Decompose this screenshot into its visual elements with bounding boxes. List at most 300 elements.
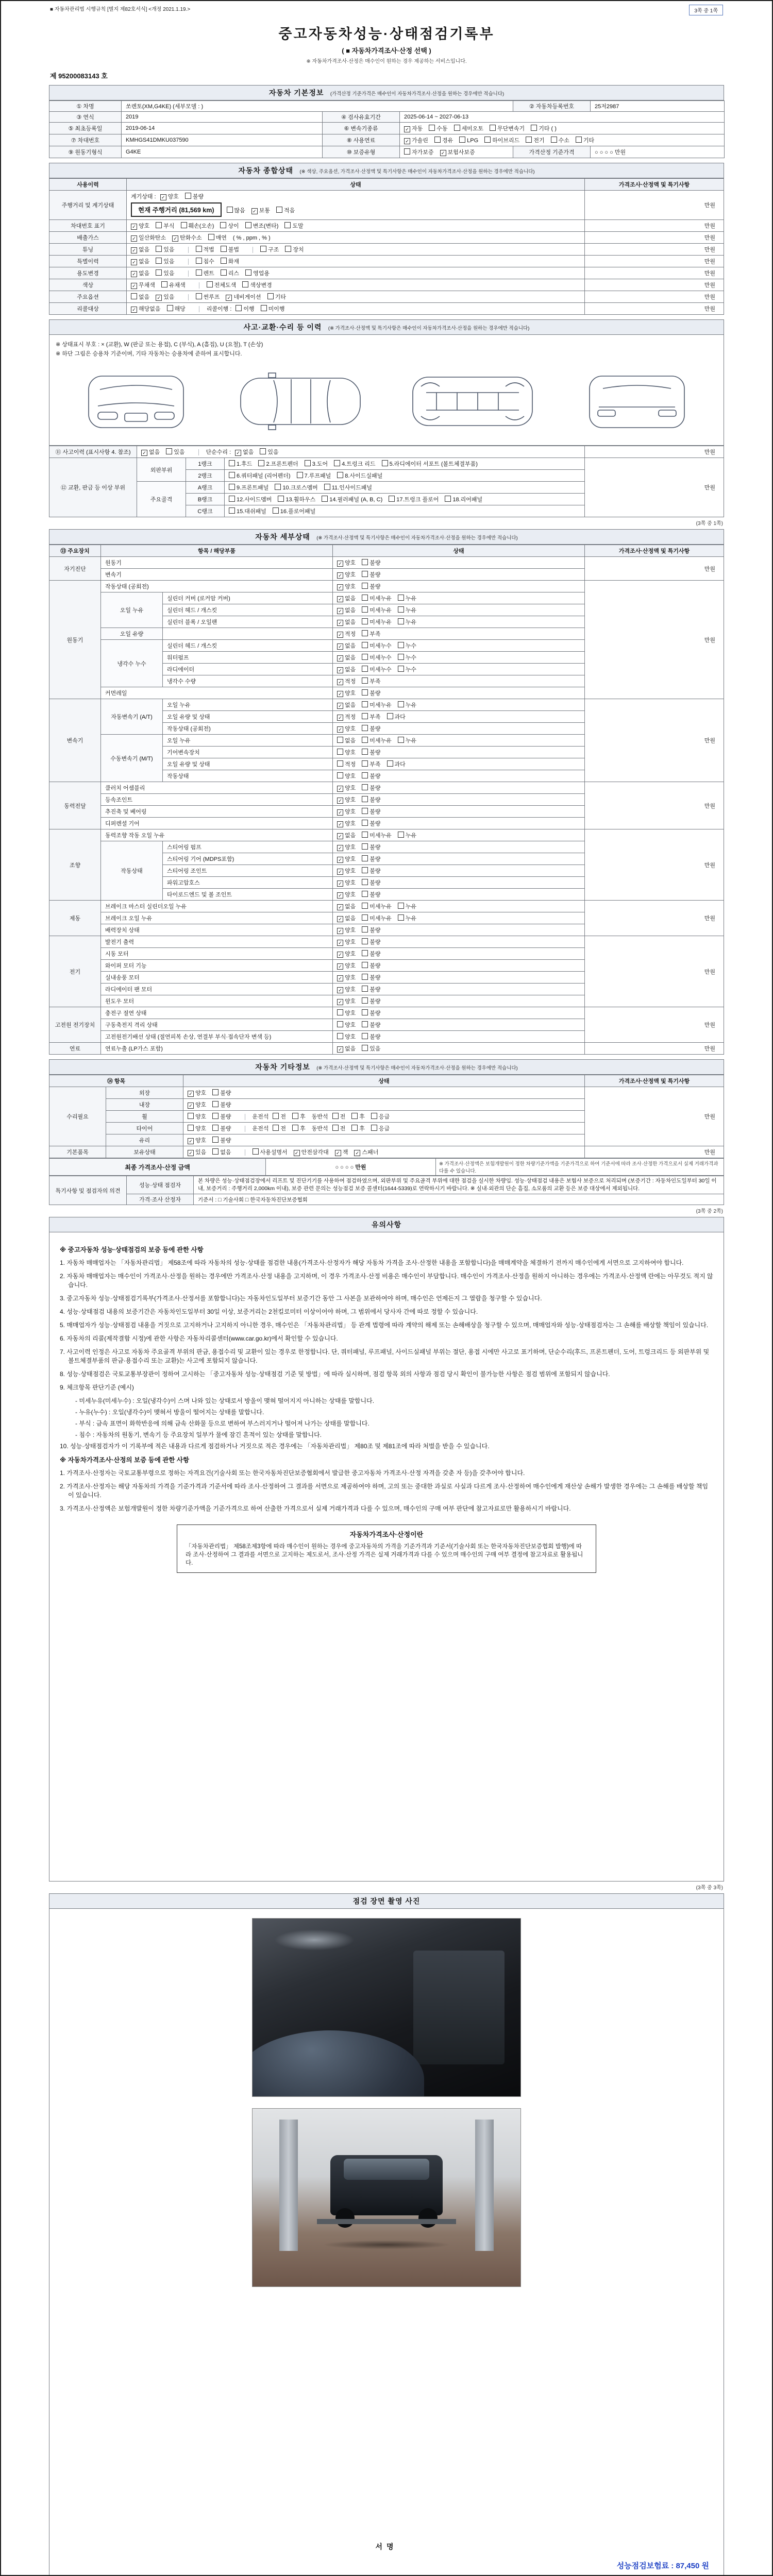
checkbox-box-icon[interactable] (398, 595, 404, 601)
checkbox-box-icon[interactable] (351, 1113, 358, 1119)
checkbox-box-icon[interactable] (362, 855, 368, 861)
checkbox[interactable] (362, 938, 380, 946)
checkbox[interactable] (261, 304, 285, 313)
checkbox-box-icon[interactable] (337, 760, 343, 767)
checkbox-box-icon[interactable] (229, 507, 235, 514)
checkbox[interactable] (337, 1021, 356, 1029)
checkbox-box-icon[interactable] (236, 305, 242, 311)
checkbox-box-icon[interactable] (229, 460, 235, 466)
checkbox-box-icon[interactable] (212, 1113, 219, 1119)
checkbox-box-icon[interactable]: ✓ (131, 307, 137, 313)
checkbox[interactable] (337, 618, 356, 626)
checkbox[interactable] (398, 736, 416, 744)
checkbox[interactable] (305, 460, 328, 468)
checkbox-box-icon[interactable] (332, 1125, 339, 1131)
checkbox-box-icon[interactable] (362, 808, 368, 814)
checkbox-box-icon[interactable] (398, 606, 404, 613)
checkbox-box-icon[interactable] (362, 1021, 368, 1027)
checkbox[interactable] (398, 665, 416, 673)
checkbox-box-icon[interactable] (362, 974, 368, 980)
checkbox[interactable] (242, 281, 272, 289)
checkbox[interactable] (551, 136, 569, 144)
checkbox[interactable] (196, 269, 214, 277)
checkbox[interactable] (196, 245, 214, 253)
checkbox[interactable] (337, 950, 356, 958)
checkbox[interactable] (362, 677, 380, 685)
checkbox-box-icon[interactable] (208, 234, 214, 240)
checkbox[interactable] (276, 206, 295, 214)
checkbox[interactable] (362, 973, 380, 981)
checkbox-box-icon[interactable]: ✓ (337, 892, 343, 899)
checkbox[interactable] (335, 1148, 348, 1156)
checkbox-box-icon[interactable] (267, 293, 274, 299)
checkbox[interactable] (208, 233, 227, 242)
checkbox[interactable] (337, 843, 356, 851)
checkbox-box-icon[interactable] (284, 222, 291, 228)
checkbox[interactable] (131, 304, 161, 313)
checkbox[interactable] (337, 807, 356, 816)
checkbox-box-icon[interactable] (398, 701, 404, 707)
checkbox[interactable] (337, 677, 356, 685)
checkbox[interactable] (398, 902, 416, 910)
checkbox[interactable] (131, 245, 149, 253)
checkbox-box-icon[interactable] (398, 618, 404, 624)
checkbox[interactable] (267, 293, 286, 301)
checkbox[interactable] (362, 843, 380, 851)
checkbox-box-icon[interactable] (387, 760, 393, 767)
checkbox-box-icon[interactable] (196, 258, 202, 264)
checkbox-box-icon[interactable] (362, 903, 368, 909)
checkbox[interactable] (362, 961, 380, 970)
checkbox-box-icon[interactable] (156, 246, 162, 252)
checkbox-box-icon[interactable]: ✓ (337, 857, 343, 863)
checkbox-box-icon[interactable]: ✓ (337, 667, 343, 673)
checkbox-box-icon[interactable] (362, 737, 368, 743)
checkbox-box-icon[interactable] (362, 725, 368, 731)
checkbox-box-icon[interactable] (351, 1125, 358, 1131)
checkbox[interactable] (156, 222, 174, 230)
checkbox-box-icon[interactable]: ✓ (335, 1150, 341, 1156)
checkbox[interactable] (337, 736, 356, 744)
checkbox-box-icon[interactable] (324, 484, 330, 490)
checkbox-box-icon[interactable] (166, 448, 172, 454)
checkbox-box-icon[interactable] (362, 879, 368, 885)
checkbox[interactable] (459, 137, 478, 144)
checkbox-box-icon[interactable]: ✓ (337, 561, 343, 567)
checkbox-box-icon[interactable] (181, 222, 187, 228)
checkbox[interactable] (337, 973, 356, 981)
checkbox-box-icon[interactable] (398, 737, 404, 743)
checkbox-box-icon[interactable]: ✓ (337, 620, 343, 626)
checkbox-box-icon[interactable] (221, 258, 227, 264)
checkbox[interactable] (337, 760, 356, 768)
checkbox[interactable] (337, 748, 356, 756)
checkbox-box-icon[interactable]: ✓ (337, 726, 343, 733)
checkbox-box-icon[interactable] (362, 772, 368, 778)
checkbox-box-icon[interactable]: ✓ (337, 572, 343, 579)
checkbox[interactable] (429, 124, 447, 132)
checkbox[interactable] (371, 1124, 390, 1132)
checkbox-box-icon[interactable] (362, 606, 368, 613)
checkbox[interactable] (362, 1032, 380, 1041)
checkbox-box-icon[interactable]: ✓ (156, 295, 162, 301)
checkbox-box-icon[interactable]: ✓ (337, 833, 343, 839)
checkbox-box-icon[interactable]: ✓ (226, 295, 232, 301)
checkbox[interactable] (440, 148, 475, 156)
checkbox-box-icon[interactable] (156, 258, 162, 264)
checkbox-box-icon[interactable]: ✓ (131, 259, 137, 265)
checkbox[interactable] (337, 878, 356, 887)
checkbox-box-icon[interactable] (212, 1089, 219, 1095)
checkbox-box-icon[interactable]: ✓ (131, 224, 137, 230)
checkbox-box-icon[interactable] (429, 125, 435, 131)
checkbox[interactable] (260, 245, 279, 253)
checkbox[interactable] (362, 641, 392, 650)
checkbox-box-icon[interactable] (362, 559, 368, 565)
checkbox[interactable] (398, 641, 416, 650)
checkbox[interactable] (227, 206, 245, 214)
checkbox-box-icon[interactable] (273, 507, 279, 514)
checkbox[interactable] (362, 558, 380, 567)
checkbox-box-icon[interactable] (362, 950, 368, 956)
checkbox[interactable] (362, 878, 380, 887)
checkbox[interactable] (362, 1009, 380, 1017)
checkbox-box-icon[interactable] (362, 891, 368, 897)
checkbox-box-icon[interactable]: ✓ (188, 1103, 194, 1109)
checkbox[interactable] (362, 736, 392, 744)
checkbox-box-icon[interactable] (454, 125, 460, 131)
checkbox[interactable] (362, 902, 392, 910)
checkbox[interactable] (229, 507, 266, 515)
checkbox[interactable] (337, 938, 356, 946)
checkbox-box-icon[interactable] (229, 472, 235, 478)
checkbox[interactable] (181, 222, 214, 230)
checkbox[interactable] (337, 594, 356, 602)
checkbox[interactable] (245, 222, 279, 230)
checkbox[interactable] (337, 630, 356, 638)
checkbox-box-icon[interactable] (156, 222, 162, 228)
checkbox[interactable] (362, 772, 380, 780)
checkbox-box-icon[interactable] (362, 914, 368, 921)
checkbox[interactable] (362, 950, 380, 958)
checkbox[interactable] (156, 245, 174, 253)
checkbox[interactable] (337, 665, 356, 673)
checkbox[interactable] (220, 222, 239, 230)
checkbox[interactable] (337, 582, 356, 590)
checkbox-box-icon[interactable] (362, 1033, 368, 1039)
checkbox[interactable] (273, 1112, 286, 1121)
checkbox[interactable] (362, 1044, 380, 1053)
checkbox[interactable] (229, 495, 272, 503)
checkbox[interactable] (221, 257, 239, 265)
checkbox-box-icon[interactable] (337, 1021, 343, 1027)
checkbox-box-icon[interactable]: ✓ (172, 235, 178, 242)
checkbox[interactable] (188, 1136, 206, 1144)
checkbox-box-icon[interactable]: ✓ (131, 247, 137, 253)
checkbox[interactable] (131, 257, 149, 265)
checkbox[interactable] (362, 570, 380, 579)
checkbox[interactable] (221, 269, 239, 277)
checkbox[interactable] (362, 997, 380, 1005)
checkbox-box-icon[interactable] (260, 246, 266, 252)
checkbox-box-icon[interactable] (245, 222, 251, 228)
checkbox[interactable] (172, 233, 202, 242)
checkbox-box-icon[interactable]: ✓ (337, 880, 343, 887)
checkbox[interactable] (212, 1112, 231, 1121)
checkbox[interactable] (196, 257, 214, 265)
checkbox[interactable] (362, 606, 392, 614)
checkbox-box-icon[interactable] (167, 305, 173, 311)
checkbox[interactable] (156, 269, 174, 277)
checkbox-box-icon[interactable] (297, 472, 303, 478)
checkbox-box-icon[interactable]: ✓ (131, 283, 137, 289)
checkbox[interactable] (337, 961, 356, 970)
checkbox[interactable] (337, 795, 356, 804)
checkbox-box-icon[interactable]: ✓ (337, 584, 343, 590)
checkbox-box-icon[interactable] (398, 666, 404, 672)
checkbox-box-icon[interactable] (292, 1113, 298, 1119)
checkbox[interactable] (362, 760, 380, 768)
checkbox-box-icon[interactable] (362, 713, 368, 719)
checkbox-box-icon[interactable] (434, 137, 441, 143)
checkbox-box-icon[interactable] (362, 820, 368, 826)
checkbox-box-icon[interactable] (404, 148, 410, 155)
checkbox-box-icon[interactable]: ✓ (337, 940, 343, 946)
checkbox-box-icon[interactable]: ✓ (337, 916, 343, 922)
checkbox[interactable] (484, 136, 519, 144)
checkbox-box-icon[interactable] (362, 867, 368, 873)
checkbox[interactable] (398, 594, 416, 602)
checkbox[interactable] (337, 641, 356, 650)
checkbox-box-icon[interactable] (382, 460, 388, 466)
checkbox[interactable] (362, 795, 380, 804)
checkbox-box-icon[interactable] (389, 496, 395, 502)
checkbox[interactable] (404, 136, 428, 144)
checkbox[interactable] (196, 293, 220, 301)
checkbox-box-icon[interactable] (362, 938, 368, 944)
checkbox-box-icon[interactable] (337, 749, 343, 755)
checkbox-box-icon[interactable]: ✓ (337, 845, 343, 851)
checkbox[interactable] (188, 1148, 206, 1156)
checkbox[interactable] (245, 269, 270, 277)
checkbox-box-icon[interactable] (398, 903, 404, 909)
checkbox-box-icon[interactable] (261, 305, 267, 311)
checkbox[interactable] (131, 293, 149, 301)
checkbox[interactable] (337, 724, 356, 733)
checkbox[interactable] (229, 471, 291, 480)
checkbox[interactable] (212, 1136, 231, 1144)
checkbox[interactable] (337, 606, 356, 614)
checkbox-box-icon[interactable]: ✓ (337, 928, 343, 934)
checkbox-box-icon[interactable] (207, 281, 213, 287)
checkbox[interactable] (337, 653, 356, 662)
checkbox-box-icon[interactable] (362, 1045, 368, 1051)
checkbox-box-icon[interactable] (273, 1113, 279, 1119)
checkbox[interactable] (260, 448, 278, 456)
checkbox[interactable] (324, 483, 372, 492)
checkbox[interactable] (332, 1112, 346, 1121)
checkbox-box-icon[interactable] (490, 125, 496, 131)
checkbox-box-icon[interactable] (161, 281, 167, 287)
checkbox-box-icon[interactable] (337, 737, 343, 743)
checkbox[interactable] (434, 136, 453, 144)
checkbox[interactable] (362, 1021, 380, 1029)
checkbox-box-icon[interactable]: ✓ (188, 1091, 194, 1097)
checkbox-box-icon[interactable]: ✓ (354, 1150, 360, 1156)
checkbox-box-icon[interactable] (337, 1009, 343, 1015)
checkbox-box-icon[interactable] (362, 1009, 368, 1015)
checkbox-box-icon[interactable] (362, 997, 368, 1004)
checkbox[interactable] (236, 304, 254, 313)
checkbox[interactable] (337, 890, 356, 899)
checkbox-box-icon[interactable] (362, 677, 368, 684)
checkbox[interactable] (285, 245, 304, 253)
checkbox-box-icon[interactable]: ✓ (337, 1046, 343, 1053)
checkbox-box-icon[interactable]: ✓ (337, 952, 343, 958)
checkbox[interactable] (131, 233, 166, 242)
checkbox-box-icon[interactable] (156, 269, 162, 276)
checkbox[interactable] (156, 293, 174, 301)
checkbox-box-icon[interactable] (334, 460, 340, 466)
checkbox-box-icon[interactable] (362, 749, 368, 755)
checkbox-box-icon[interactable] (212, 1148, 219, 1155)
checkbox[interactable] (362, 713, 380, 721)
checkbox[interactable] (398, 701, 416, 709)
checkbox[interactable] (292, 1124, 306, 1132)
checkbox[interactable] (275, 483, 317, 492)
checkbox[interactable] (387, 760, 406, 768)
checkbox-box-icon[interactable] (398, 914, 404, 921)
checkbox-box-icon[interactable] (371, 1113, 377, 1119)
checkbox-box-icon[interactable] (220, 222, 226, 228)
checkbox[interactable] (362, 807, 380, 816)
checkbox-box-icon[interactable]: ✓ (337, 798, 343, 804)
checkbox[interactable] (490, 124, 525, 132)
checkbox[interactable] (131, 281, 155, 289)
checkbox[interactable] (362, 582, 380, 590)
checkbox-box-icon[interactable] (305, 460, 311, 466)
checkbox-box-icon[interactable] (337, 1033, 343, 1039)
checkbox[interactable] (362, 784, 380, 792)
checkbox[interactable] (188, 1100, 206, 1109)
checkbox-box-icon[interactable]: ✓ (337, 963, 343, 970)
checkbox-box-icon[interactable] (362, 571, 368, 577)
checkbox-box-icon[interactable] (185, 193, 191, 199)
checkbox[interactable] (185, 192, 204, 200)
checkbox-box-icon[interactable]: ✓ (337, 703, 343, 709)
checkbox[interactable] (160, 192, 179, 200)
checkbox-box-icon[interactable] (242, 281, 248, 287)
checkbox[interactable] (212, 1089, 231, 1097)
checkbox-box-icon[interactable]: ✓ (188, 1138, 194, 1144)
checkbox-box-icon[interactable] (362, 595, 368, 601)
checkbox[interactable] (404, 148, 434, 156)
checkbox[interactable] (332, 1124, 346, 1132)
checkbox[interactable] (398, 831, 416, 839)
checkbox[interactable] (278, 495, 315, 503)
checkbox[interactable] (334, 460, 375, 468)
checkbox[interactable] (337, 855, 356, 863)
checkbox[interactable] (188, 1124, 206, 1132)
checkbox-box-icon[interactable] (253, 1148, 259, 1155)
checkbox-box-icon[interactable] (445, 496, 451, 502)
checkbox[interactable] (362, 665, 392, 673)
checkbox-box-icon[interactable] (337, 772, 343, 778)
checkbox-box-icon[interactable]: ✓ (235, 450, 241, 456)
checkbox[interactable] (576, 136, 594, 144)
checkbox-box-icon[interactable]: ✓ (337, 809, 343, 816)
checkbox-box-icon[interactable]: ✓ (337, 608, 343, 614)
checkbox-box-icon[interactable] (212, 1101, 219, 1107)
checkbox[interactable] (362, 748, 380, 756)
checkbox-box-icon[interactable]: ✓ (404, 138, 410, 144)
checkbox[interactable] (398, 606, 416, 614)
checkbox[interactable] (337, 831, 356, 839)
checkbox-box-icon[interactable] (526, 137, 532, 143)
checkbox[interactable] (445, 495, 482, 503)
checkbox-box-icon[interactable] (531, 125, 537, 131)
checkbox[interactable] (166, 448, 184, 456)
checkbox[interactable] (337, 997, 356, 1005)
checkbox[interactable] (337, 1009, 356, 1017)
checkbox-box-icon[interactable] (362, 583, 368, 589)
checkbox-box-icon[interactable]: ✓ (337, 691, 343, 697)
checkbox[interactable] (362, 831, 392, 839)
checkbox-box-icon[interactable] (285, 246, 291, 252)
checkbox-box-icon[interactable] (196, 293, 202, 299)
checkbox[interactable] (212, 1124, 231, 1132)
checkbox[interactable] (351, 1112, 365, 1121)
checkbox-box-icon[interactable] (322, 496, 328, 502)
checkbox[interactable] (362, 618, 392, 626)
checkbox-box-icon[interactable] (398, 654, 404, 660)
checkbox-box-icon[interactable] (398, 642, 404, 648)
checkbox[interactable] (337, 867, 356, 875)
checkbox-box-icon[interactable]: ✓ (337, 643, 343, 650)
checkbox-box-icon[interactable] (576, 137, 582, 143)
checkbox-box-icon[interactable] (221, 246, 227, 252)
checkbox-box-icon[interactable]: ✓ (337, 596, 343, 602)
checkbox[interactable] (398, 618, 416, 626)
checkbox[interactable] (404, 124, 423, 132)
checkbox[interactable] (188, 1112, 206, 1121)
checkbox-box-icon[interactable] (188, 1125, 194, 1131)
checkbox-box-icon[interactable] (362, 962, 368, 968)
checkbox[interactable] (362, 819, 380, 827)
checkbox[interactable] (131, 222, 149, 230)
checkbox[interactable] (362, 689, 380, 697)
checkbox[interactable] (362, 914, 392, 922)
checkbox-box-icon[interactable] (362, 630, 368, 636)
checkbox[interactable] (337, 689, 356, 697)
checkbox-box-icon[interactable]: ✓ (440, 150, 446, 156)
checkbox-box-icon[interactable] (245, 269, 251, 276)
checkbox[interactable] (337, 926, 356, 934)
checkbox[interactable] (167, 304, 186, 313)
checkbox[interactable] (226, 293, 261, 301)
checkbox-box-icon[interactable] (484, 137, 491, 143)
checkbox[interactable] (371, 1112, 390, 1121)
checkbox[interactable] (531, 124, 557, 132)
checkbox[interactable] (297, 471, 331, 480)
checkbox[interactable] (253, 1148, 288, 1156)
checkbox[interactable] (212, 1148, 231, 1156)
checkbox-box-icon[interactable] (362, 689, 368, 696)
checkbox-box-icon[interactable]: ✓ (131, 235, 137, 242)
checkbox[interactable] (229, 483, 268, 492)
checkbox-box-icon[interactable]: ✓ (188, 1150, 194, 1156)
checkbox[interactable] (337, 471, 382, 480)
